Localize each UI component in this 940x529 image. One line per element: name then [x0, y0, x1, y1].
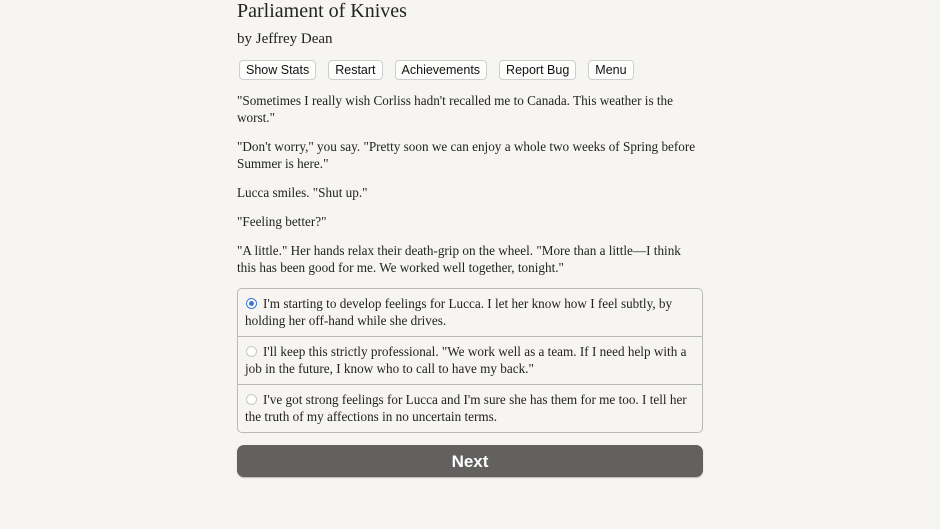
story-paragraph: "A little." Her hands relax their death-grip on the wheel. "More than a little—I think this has been good for me. We worked well together, tonight.": [237, 243, 681, 275]
radio-selected-icon[interactable]: [246, 298, 257, 309]
report-bug-button[interactable]: Report Bug: [499, 60, 576, 80]
menu-button[interactable]: Menu: [588, 60, 633, 80]
game-title: Parliament of Knives: [237, 0, 407, 22]
choice-option-1[interactable]: [238, 289, 702, 336]
radio-unselected-icon[interactable]: [246, 394, 257, 405]
choice-text: I've got strong feelings for Lucca and I'm sure she has them for me too. I tell her the truth of my affections in no uncertain terms.: [245, 392, 687, 424]
next-button[interactable]: Next: [237, 445, 703, 477]
story-text: [237, 92, 703, 276]
story-paragraph: "Sometimes I really wish Corliss hadn't recalled me to Canada. This weather is the worst.": [237, 93, 674, 125]
story-paragraph: "Don't worry," you say. "Pretty soon we can enjoy a whole two weeks of Spring before Summer is here.": [237, 139, 696, 171]
toolbar: [237, 60, 703, 80]
restart-button[interactable]: Restart: [328, 60, 382, 80]
game-author: by Jeffrey Dean: [237, 31, 333, 47]
choice-option-2[interactable]: [238, 336, 702, 384]
show-stats-button[interactable]: Show Stats: [239, 60, 316, 80]
story-paragraph: "Feeling better?": [237, 214, 327, 229]
choice-option-3[interactable]: [238, 384, 702, 432]
choice-list: [237, 288, 703, 433]
choice-text: I'm starting to develop feelings for Lucca. I let her know how I feel subtly, by holding her off-hand while she drives.: [245, 296, 673, 328]
game-column: [237, 0, 703, 477]
radio-unselected-icon[interactable]: [246, 346, 257, 357]
choice-text: I'll keep this strictly professional. "We work well as a team. If I need help with a job in the future, I know who to call to have my back.": [245, 344, 687, 376]
story-paragraph: Lucca smiles. "Shut up.": [237, 185, 368, 200]
achievements-button[interactable]: Achievements: [395, 60, 488, 80]
